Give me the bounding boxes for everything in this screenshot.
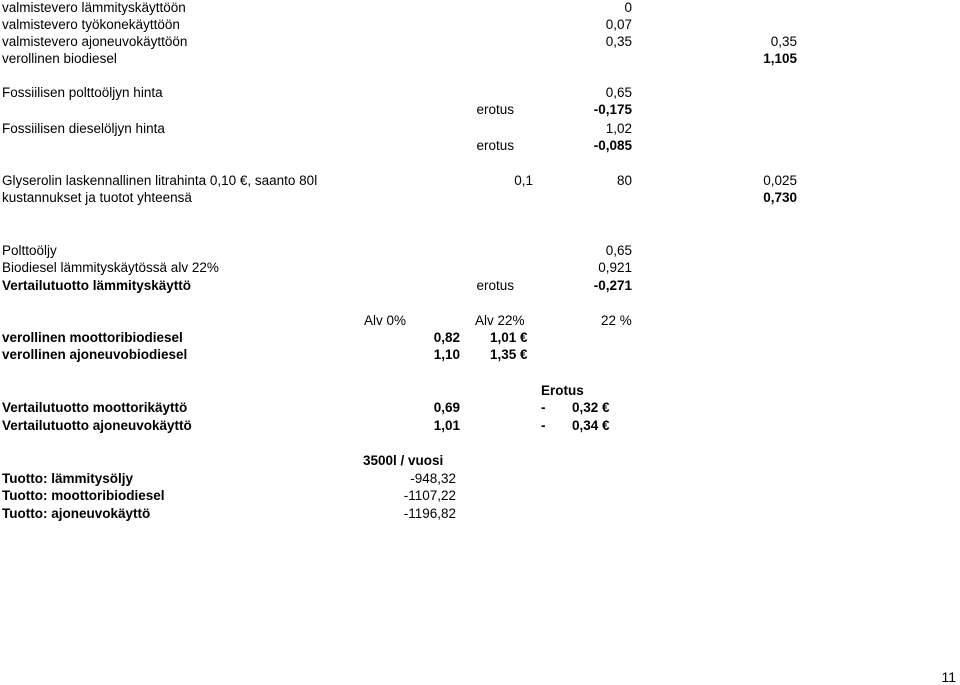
row-value: 0,69	[433, 400, 460, 415]
row-value: 1,35 €	[490, 347, 528, 362]
row-value: 80	[616, 173, 632, 188]
row-value: 0	[624, 0, 632, 15]
row-value: 0,35	[605, 34, 632, 49]
row-value: 0,65	[605, 85, 632, 100]
row-value: 1,01	[433, 418, 460, 433]
row-value: 0,32 €	[572, 400, 610, 415]
row-value: 0,65	[605, 243, 632, 258]
row-value: 1,01 €	[490, 330, 528, 345]
row-value: 0,730	[763, 190, 797, 205]
row-value: 1,105	[763, 51, 797, 66]
column-header: Alv 0%	[364, 313, 407, 328]
row-label: valmistevero lämmityskäyttöön	[2, 0, 186, 15]
row-value: 0,025	[763, 173, 797, 188]
row-value: -948,32	[410, 471, 456, 486]
row-value: -0,271	[593, 278, 632, 293]
page-number: 11	[941, 669, 956, 685]
row-value: -1107,22	[403, 488, 456, 503]
row-value: 0,82	[433, 330, 460, 345]
row-value: -0,175	[593, 102, 632, 117]
difference-label: erotus	[476, 138, 514, 153]
row-label: Glyserolin laskennallinen litrahinta 0,10 €, saanto 80l	[2, 173, 318, 188]
difference-label: erotus	[476, 102, 514, 117]
row-value: -0,085	[593, 138, 632, 153]
column-header: 22 %	[601, 313, 632, 328]
row-label: Fossiilisen polttoöljyn hinta	[2, 85, 163, 100]
row-label: verollinen ajoneuvobiodiesel	[2, 347, 188, 362]
row-label: Vertailutuotto ajoneuvokäyttö	[2, 418, 192, 433]
dash-marker: -	[541, 400, 546, 415]
row-value: 0,921	[598, 260, 632, 275]
row-label: valmistevero ajoneuvokäyttöön	[2, 34, 188, 49]
row-value: 0,34 €	[572, 418, 610, 433]
row-label: kustannukset ja tuotot yhteensä	[2, 190, 192, 205]
column-header: 3500l / vuosi	[363, 453, 444, 468]
row-label: Tuotto: ajoneuvokäyttö	[2, 506, 151, 521]
row-label: verollinen biodiesel	[2, 51, 117, 66]
row-value: -1196,82	[403, 506, 456, 521]
column-header: Alv 22%	[475, 313, 525, 328]
row-label: Tuotto: lämmitysöljy	[2, 471, 134, 486]
row-label: valmistevero työkonekäyttöön	[2, 17, 180, 32]
row-value: 1,10	[433, 347, 460, 362]
row-value: 0,1	[514, 173, 533, 188]
row-value: 0,35	[770, 34, 797, 49]
row-value: 1,02	[605, 121, 632, 136]
column-header: Erotus	[541, 383, 584, 398]
row-label: Vertailutuotto lämmityskäyttö	[2, 278, 192, 293]
row-label: Vertailutuotto moottorikäyttö	[2, 400, 188, 415]
row-label: Polttoöljy	[2, 243, 57, 258]
row-label: Biodiesel lämmityskäytössä alv 22%	[2, 260, 219, 275]
difference-label: erotus	[476, 278, 514, 293]
dash-marker: -	[541, 418, 546, 433]
row-label: Fossiilisen dieselöljyn hinta	[2, 121, 165, 136]
row-label: Tuotto: moottoribiodiesel	[2, 488, 165, 503]
row-label: verollinen moottoribiodiesel	[2, 330, 183, 345]
row-value: 0,07	[605, 17, 632, 32]
